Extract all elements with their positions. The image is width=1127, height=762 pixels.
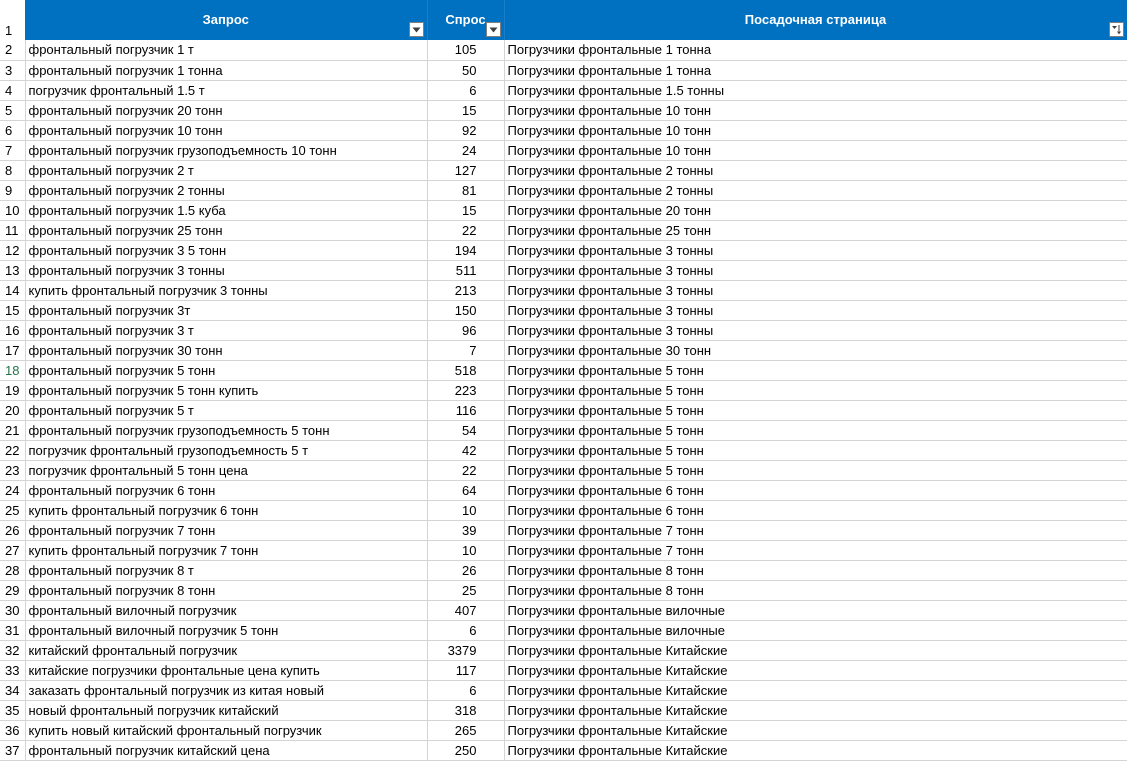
table-row xyxy=(0,600,1127,620)
row-number[interactable]: 34 xyxy=(0,680,25,700)
cell-query[interactable]: погрузчик фронтальный 5 тонн цена xyxy=(25,460,427,480)
row-number[interactable]: 5 xyxy=(0,100,25,120)
table-row xyxy=(0,40,1127,60)
table-row xyxy=(0,500,1127,520)
table-row xyxy=(0,740,1127,760)
cell-demand[interactable]: 25 xyxy=(427,580,504,600)
table-row xyxy=(0,420,1127,440)
row-number[interactable]: 8 xyxy=(0,160,25,180)
table-row xyxy=(0,300,1127,320)
cell-demand[interactable]: 50 xyxy=(427,60,504,80)
cell-demand[interactable]: 22 xyxy=(427,220,504,240)
cell-query[interactable]: фронтальный погрузчик китайский цена xyxy=(25,740,427,760)
row-number[interactable]: 20 xyxy=(0,400,25,420)
table-row xyxy=(0,240,1127,260)
cell-demand[interactable]: 3379 xyxy=(427,640,504,660)
cell-demand[interactable]: 6 xyxy=(427,680,504,700)
cell-landing-page[interactable]: Погрузчики фронтальные 6 тонн xyxy=(504,500,1127,520)
row-number[interactable]: 9 xyxy=(0,180,25,200)
table-row xyxy=(0,120,1127,140)
cell-query[interactable]: фронтальный погрузчик 5 тонн купить xyxy=(25,380,427,400)
cell-landing-page[interactable]: Погрузчики фронтальные вилочные xyxy=(504,600,1127,620)
cell-query[interactable]: фронтальный погрузчик 3т xyxy=(25,300,427,320)
table-row xyxy=(0,160,1127,180)
header-query-label: Запрос xyxy=(202,12,249,27)
cell-demand[interactable]: 511 xyxy=(427,260,504,280)
table-row xyxy=(0,180,1127,200)
cell-demand[interactable]: 26 xyxy=(427,560,504,580)
cell-landing-page[interactable]: Погрузчики фронтальные 7 тонн xyxy=(504,520,1127,540)
row-number[interactable]: 26 xyxy=(0,520,25,540)
cell-demand[interactable]: 7 xyxy=(427,340,504,360)
row-number[interactable]: 18 xyxy=(0,360,25,380)
cell-query[interactable]: фронтальный вилочный погрузчик 5 тонн xyxy=(25,620,427,640)
cell-landing-page[interactable]: Погрузчики фронтальные Китайские xyxy=(504,660,1127,680)
table-row xyxy=(0,700,1127,720)
cell-query[interactable]: фронтальный погрузчик грузоподъемность 10 тонн xyxy=(25,140,427,160)
table-row xyxy=(0,100,1127,120)
cell-query[interactable]: фронтальный погрузчик 6 тонн xyxy=(25,480,427,500)
row-number[interactable]: 2 xyxy=(0,40,25,60)
cell-landing-page[interactable]: Погрузчики фронтальные Китайские xyxy=(504,640,1127,660)
table-row xyxy=(0,680,1127,700)
header-demand[interactable] xyxy=(427,0,504,40)
cell-landing-page[interactable]: Погрузчики фронтальные 1 тонна xyxy=(504,40,1127,60)
cell-landing-page[interactable]: Погрузчики фронтальные Китайские xyxy=(504,740,1127,760)
sort-filter-landing-icon[interactable] xyxy=(1109,22,1124,37)
cell-demand[interactable]: 265 xyxy=(427,720,504,740)
cell-landing-page[interactable]: Погрузчики фронтальные Китайские xyxy=(504,720,1127,740)
cell-demand[interactable]: 407 xyxy=(427,600,504,620)
cell-landing-page[interactable]: Погрузчики фронтальные 3 тонны xyxy=(504,260,1127,280)
table-row xyxy=(0,200,1127,220)
cell-landing-page[interactable]: Погрузчики фронтальные 2 тонны xyxy=(504,180,1127,200)
cell-landing-page[interactable]: Погрузчики фронтальные 2 тонны xyxy=(504,160,1127,180)
cell-demand[interactable]: 92 xyxy=(427,120,504,140)
row-number[interactable]: 28 xyxy=(0,560,25,580)
cell-landing-page[interactable]: Погрузчики фронтальные 8 тонн xyxy=(504,560,1127,580)
row-number[interactable]: 13 xyxy=(0,260,25,280)
row-number[interactable]: 24 xyxy=(0,480,25,500)
table-row xyxy=(0,360,1127,380)
table-row xyxy=(0,140,1127,160)
table-row xyxy=(0,640,1127,660)
table-row xyxy=(0,620,1127,640)
cell-query[interactable]: фронтальный погрузчик 1 т xyxy=(25,40,427,60)
row-number[interactable]: 19 xyxy=(0,380,25,400)
cell-demand[interactable]: 6 xyxy=(427,80,504,100)
cell-query[interactable]: фронтальный погрузчик 30 тонн xyxy=(25,340,427,360)
cell-demand[interactable]: 10 xyxy=(427,500,504,520)
row-number[interactable]: 14 xyxy=(0,280,25,300)
cell-landing-page[interactable]: Погрузчики фронтальные вилочные xyxy=(504,620,1127,640)
row-number[interactable]: 30 xyxy=(0,600,25,620)
cell-query[interactable]: фронтальный погрузчик 8 т xyxy=(25,560,427,580)
cell-query[interactable]: погрузчик фронтальный 1.5 т xyxy=(25,80,427,100)
cell-query[interactable]: фронтальный погрузчик 2 тонны xyxy=(25,180,427,200)
table-row xyxy=(0,380,1127,400)
cell-landing-page[interactable]: Погрузчики фронтальные 5 тонн xyxy=(504,440,1127,460)
cell-demand[interactable]: 127 xyxy=(427,160,504,180)
cell-query[interactable]: купить фронтальный погрузчик 6 тонн xyxy=(25,500,427,520)
cell-landing-page[interactable]: Погрузчики фронтальные 3 тонны xyxy=(504,240,1127,260)
cell-demand[interactable]: 96 xyxy=(427,320,504,340)
filter-dropdown-demand-icon[interactable] xyxy=(486,22,501,37)
cell-demand[interactable]: 24 xyxy=(427,140,504,160)
cell-landing-page[interactable]: Погрузчики фронтальные 3 тонны xyxy=(504,280,1127,300)
row-number[interactable]: 35 xyxy=(0,700,25,720)
table-row xyxy=(0,400,1127,420)
cell-demand[interactable]: 54 xyxy=(427,420,504,440)
cell-demand[interactable]: 10 xyxy=(427,540,504,560)
cell-demand[interactable]: 105 xyxy=(427,40,504,60)
table-row xyxy=(0,580,1127,600)
cell-demand[interactable]: 15 xyxy=(427,200,504,220)
cell-landing-page[interactable]: Погрузчики фронтальные 5 тонн xyxy=(504,420,1127,440)
row-number[interactable]: 29 xyxy=(0,580,25,600)
cell-demand[interactable]: 250 xyxy=(427,740,504,760)
cell-landing-page[interactable]: Погрузчики фронтальные 5 тонн xyxy=(504,360,1127,380)
cell-query[interactable]: фронтальный погрузчик 1.5 куба xyxy=(25,200,427,220)
cell-demand[interactable]: 42 xyxy=(427,440,504,460)
cell-landing-page[interactable]: Погрузчики фронтальные 3 тонны xyxy=(504,300,1127,320)
header-landing-label: Посадочная страница xyxy=(744,12,887,27)
cell-demand[interactable]: 39 xyxy=(427,520,504,540)
cell-query[interactable]: фронтальный погрузчик 8 тонн xyxy=(25,580,427,600)
row-number-1[interactable]: 1 xyxy=(0,0,25,40)
row-number[interactable]: 23 xyxy=(0,460,25,480)
cell-query[interactable]: погрузчик фронтальный грузоподъемность 5 т xyxy=(25,440,427,460)
table-row xyxy=(0,660,1127,680)
cell-query[interactable]: фронтальный погрузчик 25 тонн xyxy=(25,220,427,240)
table-row xyxy=(0,720,1127,740)
table-row xyxy=(0,520,1127,540)
cell-demand[interactable]: 6 xyxy=(427,620,504,640)
row-number[interactable]: 32 xyxy=(0,640,25,660)
row-number[interactable]: 7 xyxy=(0,140,25,160)
table-row xyxy=(0,540,1127,560)
header-row xyxy=(0,0,1127,40)
cell-query[interactable]: фронтальный погрузчик 7 тонн xyxy=(25,520,427,540)
cell-landing-page[interactable]: Погрузчики фронтальные 5 тонн xyxy=(504,400,1127,420)
cell-landing-page[interactable]: Погрузчики фронтальные 25 тонн xyxy=(504,220,1127,240)
cell-landing-page[interactable]: Погрузчики фронтальные 3 тонны xyxy=(504,320,1127,340)
table-row xyxy=(0,80,1127,100)
cell-landing-page[interactable]: Погрузчики фронтальные 8 тонн xyxy=(504,580,1127,600)
cell-landing-page[interactable]: Погрузчики фронтальные Китайские xyxy=(504,700,1127,720)
cell-landing-page[interactable]: Погрузчики фронтальные 6 тонн xyxy=(504,480,1127,500)
table-row xyxy=(0,340,1127,360)
table-row xyxy=(0,220,1127,240)
row-number[interactable]: 22 xyxy=(0,440,25,460)
header-landing-page[interactable] xyxy=(504,0,1127,40)
cell-landing-page[interactable]: Погрузчики фронтальные 10 тонн xyxy=(504,120,1127,140)
cell-query[interactable]: заказать фронтальный погрузчик из китая новый xyxy=(25,680,427,700)
cell-demand[interactable]: 194 xyxy=(427,240,504,260)
cell-query[interactable]: китайский фронтальный погрузчик xyxy=(25,640,427,660)
row-number[interactable]: 10 xyxy=(0,200,25,220)
cell-query[interactable]: фронтальный погрузчик 5 т xyxy=(25,400,427,420)
cell-landing-page[interactable]: Погрузчики фронтальные 10 тонн xyxy=(504,140,1127,160)
cell-query[interactable]: фронтальный погрузчик 2 т xyxy=(25,160,427,180)
cell-query[interactable]: фронтальный погрузчик 10 тонн xyxy=(25,120,427,140)
row-number[interactable]: 15 xyxy=(0,300,25,320)
row-number[interactable]: 27 xyxy=(0,540,25,560)
row-number[interactable]: 17 xyxy=(0,340,25,360)
row-number[interactable]: 16 xyxy=(0,320,25,340)
cell-demand[interactable]: 518 xyxy=(427,360,504,380)
cell-query[interactable]: китайские погрузчики фронтальные цена купить xyxy=(25,660,427,680)
cell-demand[interactable]: 64 xyxy=(427,480,504,500)
row-number[interactable]: 33 xyxy=(0,660,25,680)
table-row xyxy=(0,320,1127,340)
cell-query[interactable]: купить фронтальный погрузчик 7 тонн xyxy=(25,540,427,560)
cell-landing-page[interactable]: Погрузчики фронтальные 7 тонн xyxy=(504,540,1127,560)
cell-query[interactable]: фронтальный погрузчик 3 тонны xyxy=(25,260,427,280)
cell-query[interactable]: фронтальный погрузчик 1 тонна xyxy=(25,60,427,80)
cell-query[interactable]: фронтальный погрузчик 3 т xyxy=(25,320,427,340)
table-row xyxy=(0,480,1127,500)
row-number[interactable]: 21 xyxy=(0,420,25,440)
cell-landing-page[interactable]: Погрузчики фронтальные 30 тонн xyxy=(504,340,1127,360)
cell-demand[interactable]: 223 xyxy=(427,380,504,400)
table-row xyxy=(0,260,1127,280)
cell-query[interactable]: фронтальный погрузчик грузоподъемность 5 тонн xyxy=(25,420,427,440)
table-row xyxy=(0,440,1127,460)
filter-dropdown-query-icon[interactable] xyxy=(409,22,424,37)
cell-query[interactable]: новый фронтальный погрузчик китайский xyxy=(25,700,427,720)
row-number[interactable]: 11 xyxy=(0,220,25,240)
cell-demand[interactable]: 150 xyxy=(427,300,504,320)
cell-query[interactable]: купить новый китайский фронтальный погрузчик xyxy=(25,720,427,740)
table-row xyxy=(0,280,1127,300)
cell-demand[interactable]: 213 xyxy=(427,280,504,300)
row-number[interactable]: 31 xyxy=(0,620,25,640)
row-number[interactable]: 36 xyxy=(0,720,25,740)
cell-demand[interactable]: 117 xyxy=(427,660,504,680)
cell-landing-page[interactable]: Погрузчики фронтальные 1.5 тонны xyxy=(504,80,1127,100)
cell-landing-page[interactable]: Погрузчики фронтальные 1 тонна xyxy=(504,60,1127,80)
header-query[interactable] xyxy=(25,0,427,40)
cell-landing-page[interactable]: Погрузчики фронтальные Китайские xyxy=(504,680,1127,700)
cell-landing-page[interactable]: Погрузчики фронтальные 20 тонн xyxy=(504,200,1127,220)
row-number[interactable]: 6 xyxy=(0,120,25,140)
grid-body xyxy=(0,40,1127,760)
table-row xyxy=(0,460,1127,480)
row-number[interactable]: 25 xyxy=(0,500,25,520)
cell-demand[interactable]: 318 xyxy=(427,700,504,720)
cell-query[interactable]: купить фронтальный погрузчик 3 тонны xyxy=(25,280,427,300)
table-row xyxy=(0,60,1127,80)
cell-demand[interactable]: 81 xyxy=(427,180,504,200)
cell-landing-page[interactable]: Погрузчики фронтальные 5 тонн xyxy=(504,380,1127,400)
row-number[interactable]: 3 xyxy=(0,60,25,80)
cell-query[interactable]: фронтальный вилочный погрузчик xyxy=(25,600,427,620)
table-row xyxy=(0,560,1127,580)
cell-query[interactable]: фронтальный погрузчик 3 5 тонн xyxy=(25,240,427,260)
cell-demand[interactable]: 15 xyxy=(427,100,504,120)
cell-demand[interactable]: 22 xyxy=(427,460,504,480)
cell-landing-page[interactable]: Погрузчики фронтальные 10 тонн xyxy=(504,100,1127,120)
row-number[interactable]: 12 xyxy=(0,240,25,260)
header-demand-label: Спрос xyxy=(445,12,486,27)
row-number[interactable]: 37 xyxy=(0,740,25,760)
cell-query[interactable]: фронтальный погрузчик 5 тонн xyxy=(25,360,427,380)
cell-demand[interactable]: 116 xyxy=(427,400,504,420)
cell-landing-page[interactable]: Погрузчики фронтальные 5 тонн xyxy=(504,460,1127,480)
row-number[interactable]: 4 xyxy=(0,80,25,100)
cell-query[interactable]: фронтальный погрузчик 20 тонн xyxy=(25,100,427,120)
